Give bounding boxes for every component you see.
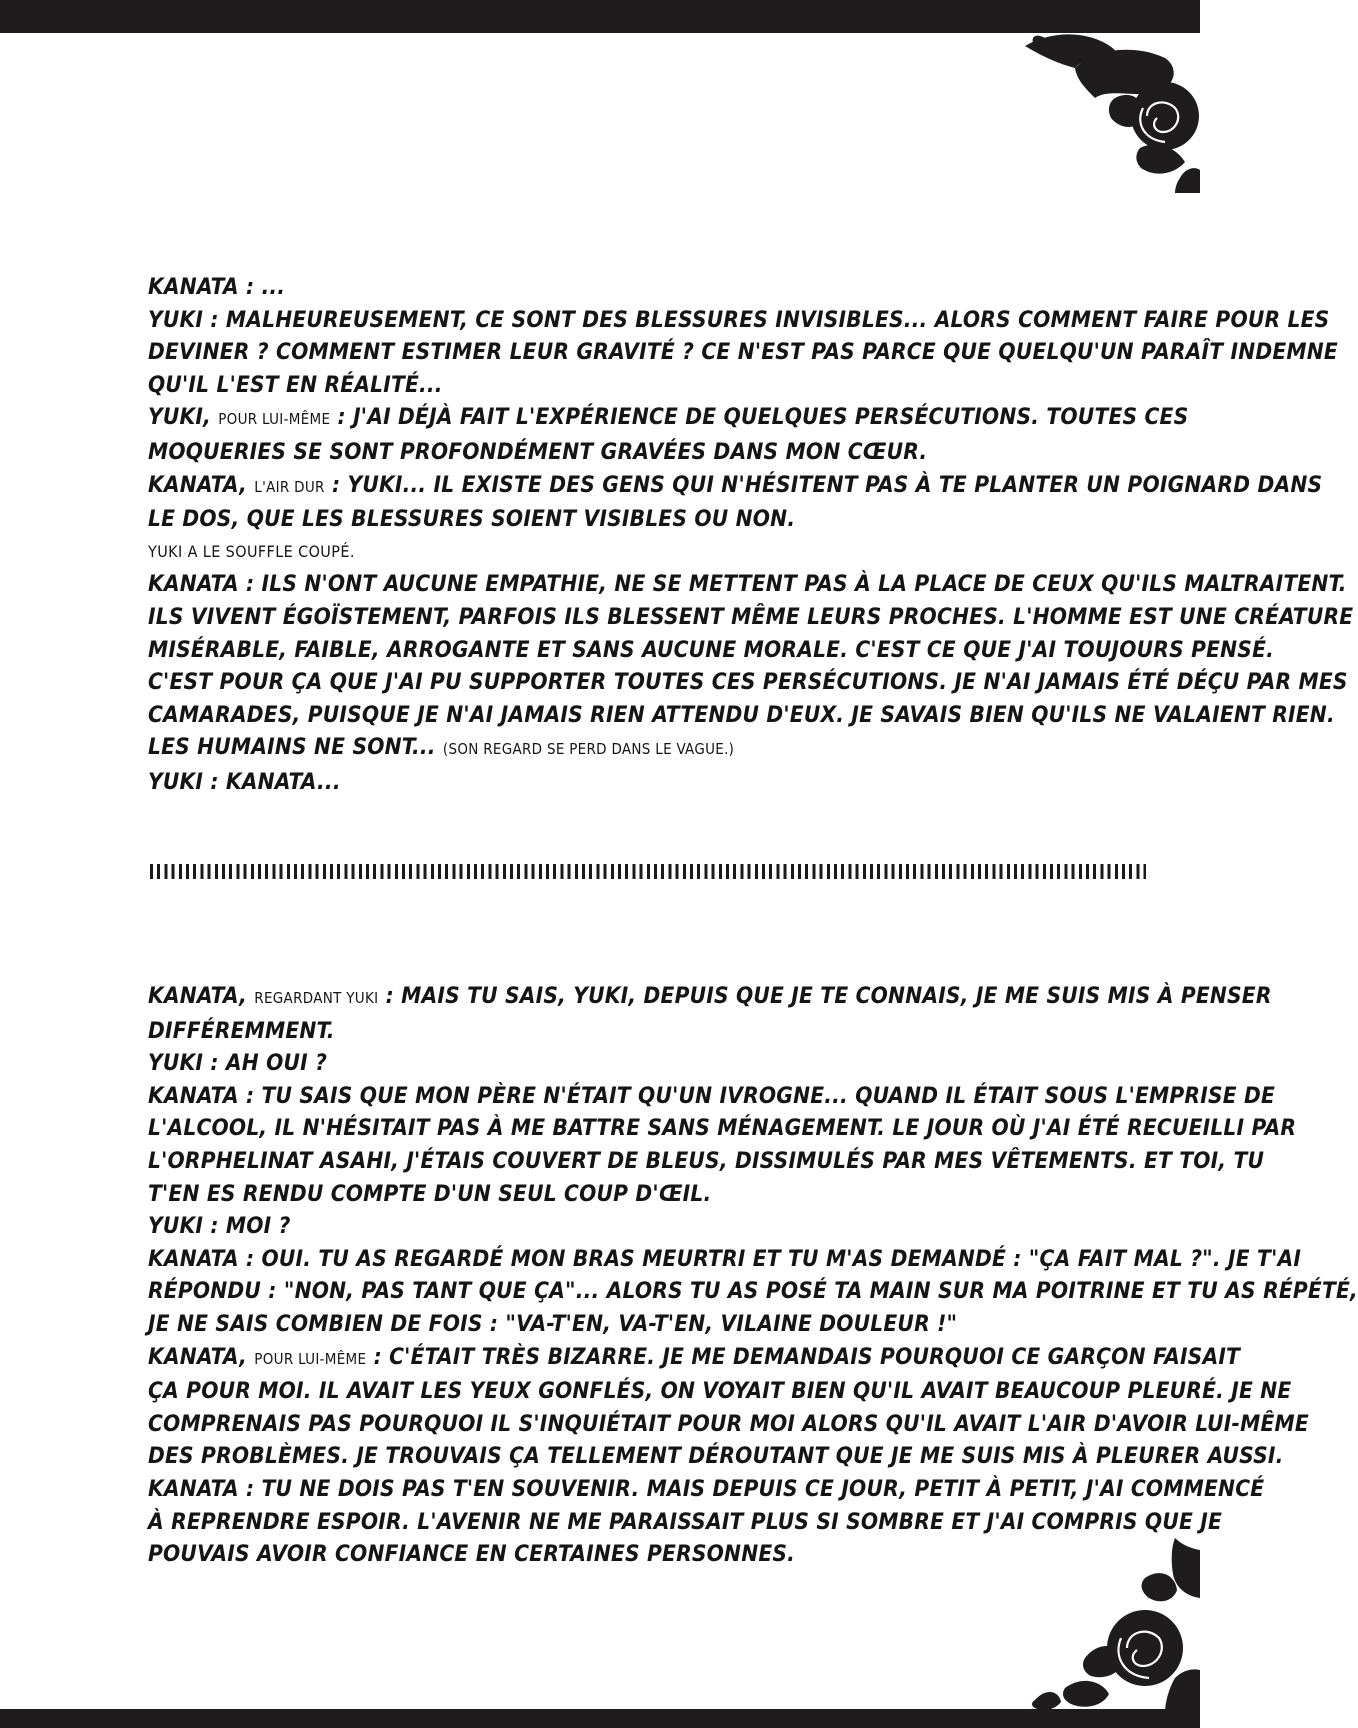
dialogue-line: YUKI : MOI ? — [148, 1213, 291, 1240]
dialogue-line: YUKI : AH OUI ? — [148, 1050, 328, 1077]
dialogue-line: LE DOS, QUE LES BLESSURES SOIENT VISIBLES OU NON. — [148, 506, 796, 533]
dialogue-text: : C'ÉTAIT TRÈS BIZARRE. JE ME DEMANDAIS POURQUOI CE GARÇON FAISAIT — [366, 1343, 1241, 1370]
dialogue-line: MOQUERIES SE SONT PROFONDÉMENT GRAVÉES DANS MON CŒUR. — [148, 438, 928, 465]
dialogue-line: YUKI : KANATA... — [148, 768, 341, 795]
dialogue-line: CAMARADES, PUISQUE JE N'AI JAMAIS RIEN ATTENDU D'EUX. JE SAVAIS BIEN QU'ILS NE VALAIENT RIEN. — [148, 701, 1335, 728]
dialogue-line: COMPRENAIS PAS POURQUOI IL S'INQUIÉTAIT POUR MOI ALORS QU'IL AVAIT L'AIR D'AVOIR LUI-MÊME — [148, 1410, 1309, 1437]
rose-ornament-top — [1015, 28, 1200, 193]
dialogue-line — [148, 731, 1140, 766]
dialogue-line: ÇA POUR MOI. IL AVAIT LES YEUX GONFLÉS, ON VOYAIT BIEN QU'IL AVAIT BEAUCOUP PLEURÉ. JE NE — [148, 1378, 1292, 1405]
speaker: KANATA, — [148, 471, 248, 498]
dialogue-line: ILS VIVENT ÉGOÏSTEMENT, PARFOIS ILS BLESSENT MÊME LEURS PROCHES. L'HOMME EST UNE CRÉATURE — [148, 603, 1354, 630]
stage-direction: L'AIR DUR — [254, 477, 325, 496]
dialogue-line: MISÉRABLE, FAIBLE, ARROGANTE ET SANS AUCUNE MORALE. C'EST CE QUE J'AI TOUJOURS PENSÉ. — [148, 636, 1274, 663]
dialogue-line: KANATA : ILS N'ONT AUCUNE EMPATHIE, NE SE METTENT PAS À LA PLACE DE CEUX QU'ILS MALTRAITENT. — [148, 571, 1347, 598]
rose-ornament-bottom — [1025, 1538, 1200, 1713]
stage-direction: (SON REGARD SE PERD DANS LE VAGUE.) — [442, 740, 735, 759]
dialogue-line: JE NE SAIS COMBIEN DE FOIS : "VA-T'EN, VA-T'EN, VILAINE DOULEUR !" — [148, 1310, 958, 1337]
tick-divider — [150, 864, 1146, 879]
dialogue-line — [148, 980, 1272, 1015]
dialogue-line: DEVINER ? COMMENT ESTIMER LEUR GRAVITÉ ? CE N'EST PAS PARCE QUE QUELQU'UN PARAÎT INDEMNE — [148, 339, 1338, 366]
dialogue-line: DES PROBLÈMES. JE TROUVAIS ÇA TELLEMENT DÉROUTANT QUE JE ME SUIS MIS À PLEURER AUSSI. — [148, 1443, 1284, 1470]
dialogue-line: KANATA : TU NE DOIS PAS T'EN SOUVENIR. MAIS DEPUIS CE JOUR, PETIT À PETIT, J'AI COMMENCÉ — [148, 1475, 1265, 1502]
dialogue-line — [148, 401, 1189, 436]
dialogue-line — [148, 1341, 1241, 1376]
speaker: YUKI, — [148, 404, 211, 431]
dialogue-line: KANATA : TU SAIS QUE MON PÈRE N'ÉTAIT QU'UN IVROGNE... QUAND IL ÉTAIT SOUS L'EMPRISE DE — [148, 1082, 1276, 1109]
dialogue-line: KANATA : ... — [148, 274, 286, 300]
dialogue-line: À REPRENDRE ESPOIR. L'AVENIR NE ME PARAISSAIT PLUS SI SOMBRE ET J'AI COMPRIS QUE JE — [148, 1508, 1223, 1535]
dialogue-line: L'ALCOOL, IL N'HÉSITAIT PAS À ME BATTRE SANS MÉNAGEMENT. LE JOUR OÙ J'AI ÉTÉ RECUEILLI PAR — [148, 1115, 1297, 1142]
stage-direction: POUR LUI-MÊME — [254, 1349, 367, 1368]
speaker: KANATA, — [148, 983, 248, 1009]
dialogue-line: KANATA : OUI. TU AS REGARDÉ MON BRAS MEURTRI ET TU M'AS DEMANDÉ : "ÇA FAIT MAL ?". JE T'AI — [148, 1245, 1302, 1272]
stage-direction: POUR LUI-MÊME — [218, 410, 331, 429]
dialogue-line — [148, 469, 1323, 504]
dialogue-line: T'EN ES RENDU COMPTE D'UN SEUL COUP D'ŒIL. — [148, 1180, 712, 1207]
dialogue-section-2 — [148, 980, 1358, 1571]
dialogue-text: : YUKI... IL EXISTE DES GENS QUI N'HÉSITENT PAS À TE PLANTER UN POIGNARD DANS — [324, 471, 1323, 498]
dialogue-line: L'ORPHELINAT ASAHI, J'ÉTAIS COUVERT DE BLEUS, DISSIMULÉS PAR MES VÊTEMENTS. ET TOI, TU — [148, 1147, 1265, 1174]
dialogue-line: QU'IL L'EST EN RÉALITÉ... — [148, 371, 443, 398]
stage-direction-line: YUKI A LE SOUFFLE COUPÉ. — [148, 541, 355, 561]
dialogue-line: DIFFÉREMMENT. — [148, 1017, 335, 1044]
dialogue-line: RÉPONDU : "NON, PAS TANT QUE ÇA"... ALORS TU AS POSÉ TA MAIN SUR MA POITRINE ET TU AS RÉPÉTÉ, — [148, 1278, 1358, 1305]
dialogue-text: LES HUMAINS NE SONT... — [148, 734, 436, 761]
dialogue-line: C'EST POUR ÇA QUE J'AI PU SUPPORTER TOUTES CES PERSÉCUTIONS. JE N'AI JAMAIS ÉTÉ DÉÇU PAR MES — [148, 669, 1348, 696]
stage-direction: REGARDANT YUKI — [254, 989, 379, 1007]
bottom-border — [0, 1709, 1200, 1728]
dialogue-text: : MAIS TU SAIS, YUKI, DEPUIS QUE JE TE CONNAIS, JE ME SUIS MIS À PENSER — [378, 983, 1272, 1009]
dialogue-text: : J'AI DÉJÀ FAIT L'EXPÉRIENCE DE QUELQUES PERSÉCUTIONS. TOUTES CES — [330, 404, 1189, 431]
dialogue-line: YUKI : MALHEUREUSEMENT, CE SONT DES BLESSURES INVISIBLES... ALORS COMMENT FAIRE POUR LES — [148, 306, 1330, 333]
speaker: KANATA, — [148, 1343, 248, 1370]
dialogue-section-1 — [148, 271, 1354, 799]
dialogue-line: POUVAIS AVOIR CONFIANCE EN CERTAINES PERSONNES. — [148, 1541, 796, 1568]
